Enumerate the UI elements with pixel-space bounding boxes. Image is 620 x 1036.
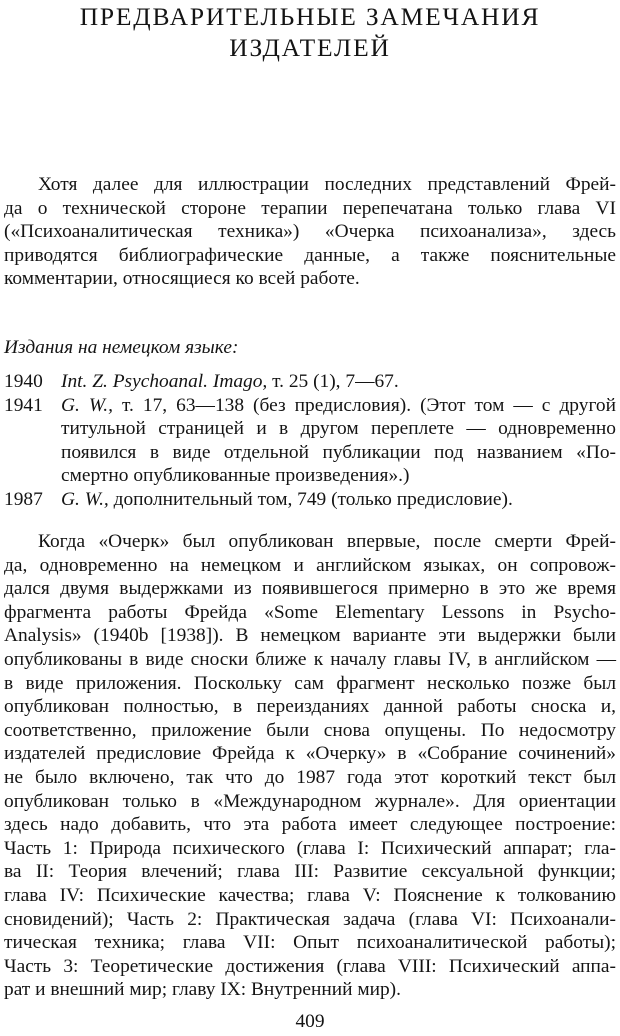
page-title-line-2: ИЗДАТЕЛЕЙ (229, 33, 391, 62)
main-line: опубликован только в «Международном журнале». Для ориентации (4, 790, 616, 812)
edition-line: появился в виде отдельной публикации под названием «По- (61, 441, 616, 463)
editions-heading: Издания на немецком языке: (4, 337, 239, 358)
edition-text (61, 370, 616, 394)
main-line: не было включено, так что до 1987 года этот короткий текст был (4, 766, 616, 788)
main-line: рат и внешний мир; главу IX: Внутренний мир). (4, 979, 401, 1001)
edition-text (61, 488, 616, 512)
edition-entry (4, 370, 616, 394)
edition-entry (4, 394, 616, 488)
main-line: в виде приложения. Поскольку сам фрагмент несколько позже был (4, 672, 616, 694)
intro-line: («Психоаналитическая техника») «Очерка психоанализа», здесь (4, 221, 616, 243)
edition-line: титульной страницей и в другом переплете — одновременно (61, 418, 616, 440)
edition-detail: т. 17, 63—138 (без предисловия). (Этот том — с другой (112, 394, 616, 416)
main-line: да, одновременно на немецком и английском языках, он сопровож- (4, 554, 616, 576)
main-line: Analysis» (1940b [1938]). В немецком варианте эти выдержки были (4, 625, 616, 647)
main-line: здесь надо добавить, что эта работа имеет следующее построение: (4, 814, 616, 836)
edition-year: 1941 (4, 394, 43, 416)
main-line: опубликован полностью, в переизданиях данной работы сноска и, (4, 696, 616, 718)
edition-source: Int. Z. Psychoanal. Imago, (61, 371, 268, 392)
edition-source: G. W., (61, 488, 109, 510)
edition-source: G. W., (61, 394, 113, 416)
editions-list (4, 370, 616, 512)
edition-line (61, 488, 616, 512)
main-line: глава IV: Психические качества; глава V: Пояснение к толкованию (4, 884, 616, 906)
intro-line: приводятся библиографические данные, а также пояснительные (4, 244, 616, 266)
edition-detail: дополнительный том, 749 (только предисловие). (108, 488, 513, 510)
intro-line: Хотя далее для иллюстрации последних представлений Фрей- (38, 174, 616, 195)
main-line: тическая техника; глава VII: Опыт психоаналитической работы); (4, 932, 616, 954)
main-line: Часть 1: Природа психического (глава I: Психический аппарат; гла- (4, 837, 616, 859)
main-line: Часть 3: Теоретические достижения (глава VIII: Психический аппа- (4, 955, 616, 977)
main-line: дался двумя выдержками из появившегося примерно в это же время (4, 578, 616, 600)
main-paragraph (4, 530, 616, 1002)
edition-detail: т. 25 (1), 7—67. (267, 371, 399, 392)
main-line: Когда «Очерк» был опубликован впервые, после смерти Фрей- (38, 531, 616, 552)
main-line: сновидений); Часть 2: Практическая задача (глава VI: Психоанали- (4, 908, 616, 930)
page-number: 409 (295, 1011, 325, 1032)
edition-line (61, 394, 616, 418)
main-line: соответственно, приложение были снова опущены. По недосмотру (4, 719, 616, 741)
edition-line: смертно опубликованные произведения».) (61, 465, 410, 487)
edition-line (61, 370, 616, 394)
page-title-line-1: ПРЕДВАРИТЕЛЬНЫЕ ЗАМЕЧАНИЯ (79, 2, 541, 31)
edition-year: 1987 (4, 488, 43, 510)
main-line: опубликованы в виде сноски ближе к началу главы IV, в английском — (4, 648, 616, 670)
edition-text (61, 394, 616, 488)
main-line: фрагмента работы Фрейда «Some Elementary Lessons in Psycho- (4, 601, 616, 623)
edition-year: 1940 (4, 371, 43, 392)
main-line: ва II: Теория влечений; глава III: Развитие сексуальной функции; (4, 861, 616, 883)
intro-paragraph (4, 173, 616, 291)
intro-line: да о технической стороне терапии перепечатана только глава VI (4, 197, 616, 219)
intro-line: комментарии, относящиеся ко всей работе. (4, 268, 360, 290)
main-line: издателей предисловие Фрейда к «Очерку» в «Собрание сочинений» (4, 743, 616, 765)
edition-entry (4, 488, 616, 512)
